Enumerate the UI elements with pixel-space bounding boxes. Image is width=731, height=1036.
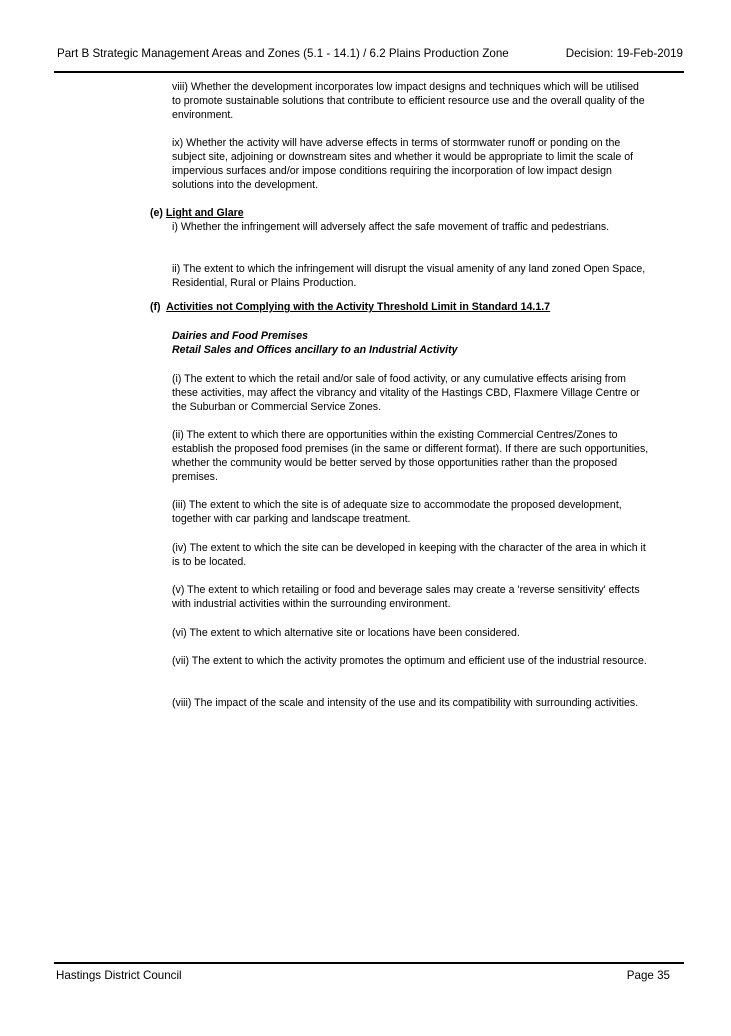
section-f-item-vii: (vii) The extent to which the activity promotes the optimum and efficient use of the industrial resource.	[172, 655, 647, 667]
header-rule	[54, 71, 684, 73]
footer-rule	[54, 962, 684, 964]
section-f-subheading-retail: Retail Sales and Offices ancillary to an Industrial Activity	[172, 344, 458, 356]
section-f-item-i: (i) The extent to which the retail and/or sale of food activity, or any cumulative effects arising from these activities, may affect the vibrancy and vitality of the Hastings CBD, Flaxmere Village Centre or the Suburban or Commercial Service Zones.	[172, 373, 640, 413]
page-number: Page 35	[626, 969, 670, 982]
section-f-title: Activities not Complying with the Activity Threshold Limit in Standard 14.1.7	[166, 301, 551, 313]
section-f-item-iv: (iv) The extent to which the site can be developed in keeping with the character of the area in which it is to be located.	[172, 542, 646, 568]
section-e-item-ii: ii) The extent to which the infringement will disrupt the visual amenity of any land zoned Open Space, Residential, Rural or Plains Production.	[172, 263, 646, 289]
footer-council-name: Hastings District Council	[56, 969, 182, 982]
section-f-item-iii: (iii) The extent to which the site is of adequate size to accommodate the proposed development, together with car parking and landscape treatment.	[172, 499, 622, 525]
section-e-heading	[150, 206, 244, 220]
section-e-label: (e)	[150, 207, 163, 219]
section-e-title: Light and Glare	[165, 207, 244, 219]
section-f-item-ii: (ii) The extent to which there are opportunities within the existing Commercial Centres/Zones to establish the proposed food premises (in the same or different format). If there are such opportunities, whether the community would be better served by those opportunities rather than the proposed premises.	[172, 429, 649, 483]
section-f-subheading-dairies: Dairies and Food Premises	[172, 330, 309, 342]
section-f-label: (f)	[150, 301, 161, 313]
header-decision-date: Decision: 19-Feb-2019	[565, 47, 683, 60]
section-f-heading	[150, 300, 550, 314]
section-f-item-vi: (vi) The extent to which alternative site or locations have been considered.	[172, 627, 520, 639]
header-title: Part B Strategic Management Areas and Zones (5.1 - 14.1) / 6.2 Plains Production Zone	[57, 47, 509, 60]
section-f-item-viii: (viii) The impact of the scale and intensity of the use and its compatibility with surrounding activities.	[172, 697, 639, 709]
criterion-viii: viii) Whether the development incorporates low impact designs and techniques which will be utilised to promote sustainable solutions that contribute to efficient resource use and the overall quality of the environment.	[172, 81, 645, 121]
section-f-item-v: (v) The extent to which retailing or food and beverage sales may create a 'reverse sensitivity' effects with industrial activities within the surrounding environment.	[172, 584, 640, 610]
section-e-item-i: i) Whether the infringement will adversely affect the safe movement of traffic and pedestrians.	[172, 221, 610, 233]
criterion-ix: ix) Whether the activity will have adverse effects in terms of stormwater runoff or ponding on the subject site, adjoining or downstream sites and whether it would be appropriate to limit the scale of impervious surfaces and/or impose conditions requiring the incorporation of low impact design solutions into the development.	[172, 137, 634, 191]
